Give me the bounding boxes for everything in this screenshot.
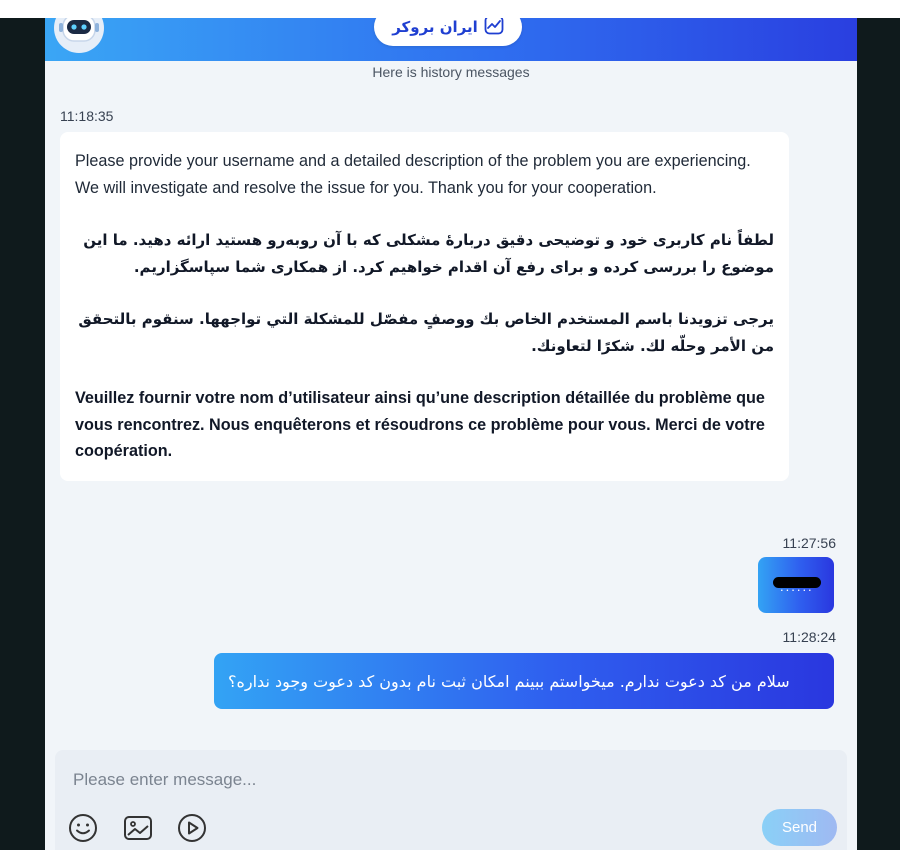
redaction-mark [773,577,821,588]
send-button[interactable]: Send [762,809,837,846]
message-text-arabic: يرجى تزويدنا باسم المستخدم الخاص بك ووصفٍ مفصّل للمشكلة التي تواجهها. سنقوم بالتحقق من الأمر وحلّه لك. شكرًا لتعاونك. [78,310,774,355]
image-icon[interactable] [122,812,154,844]
brand-logo-text: ایران بروکر [392,18,478,36]
brand-logo [374,18,522,46]
message-timestamp: 11:28:24 [782,629,836,645]
message-input[interactable] [55,750,847,810]
message-timestamp: 11:18:35 [60,108,114,124]
top-strip [0,0,900,18]
message-text-persian: لطفاً نام کاربری خود و توضیحی دقیق دربارهٔ مشکلی که با آن روبه‌رو هستید ارائه دهید. ما این موضوع را بررسی کرده و برای رفع آن اقدام خواهیم کرد. از همکاری شما سپاسگزاریم. [83,231,774,276]
chat-header [45,18,857,61]
emoji-icon[interactable] [67,812,99,844]
message-text-english: Please provide your username and a detailed description of the problem you are experiencing. We will investigate and resolve the issue for you. Thank you for your cooperation. [75,152,751,197]
chart-trend-icon [484,18,504,40]
message-text-french: Veuillez fournir votre nom d’utilisateur ainsi qu’une description détaillée du problème que vous rencontrez. Nous enquêterons et résoudrons ce problème pour vous. Merci de votre coopération. [75,389,765,460]
robot-avatar-icon [53,18,105,54]
outgoing-message [758,557,834,613]
message-timestamp: 11:27:56 [782,535,836,551]
chat-window [45,18,857,850]
video-icon[interactable] [176,812,208,844]
outgoing-message [214,653,834,709]
incoming-message [60,132,789,481]
history-note: Here is history messages [372,64,530,80]
message-composer [55,750,847,850]
message-text: سلام من کد دعوت ندارم. میخواستم ببینم امکان ثبت نام بدون کد دعوت وجود نداره؟ [228,671,790,691]
